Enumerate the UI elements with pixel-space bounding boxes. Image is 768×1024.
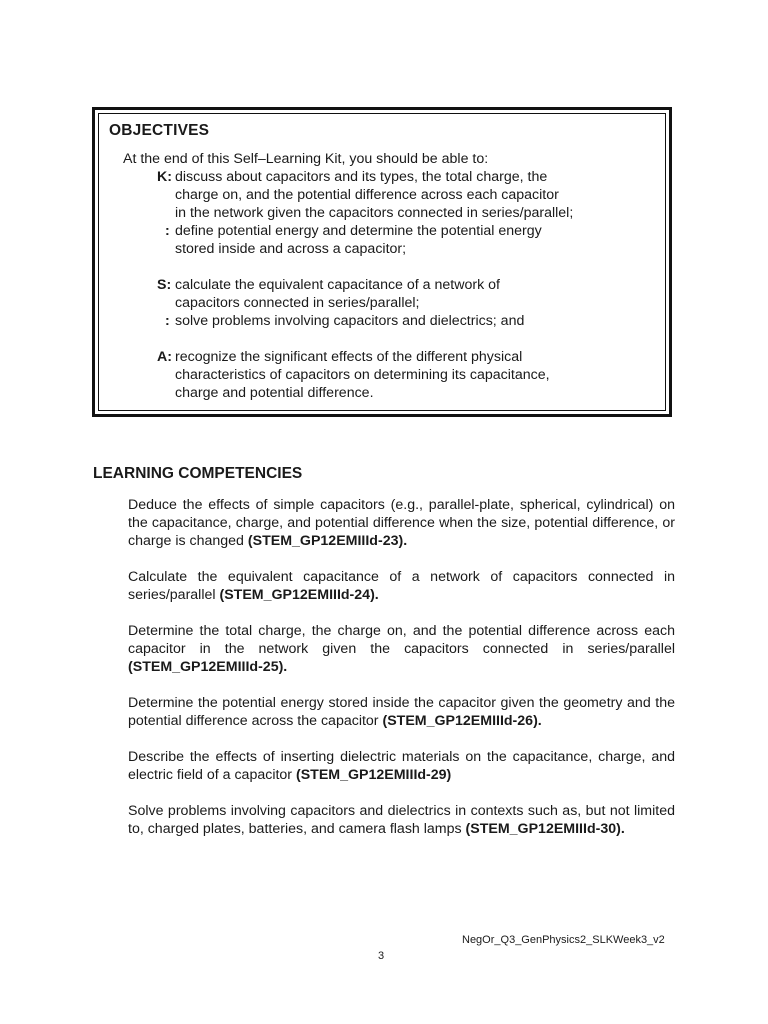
objective-line: [157, 276, 655, 294]
objective-key-a: A:: [157, 349, 172, 365]
objective-text: solve problems involving capacitors and dielectrics; and: [175, 313, 525, 329]
objective-subkey: :: [165, 313, 170, 329]
learning-competencies-title: LEARNING COMPETENCIES: [93, 465, 303, 482]
competency-text: Determine the potential energy stored inside the capacitor given the geometry and the potential difference across the capacitor: [128, 695, 675, 729]
objective-text: define potential energy and determine the potential energy: [175, 223, 542, 239]
page-number: 3: [378, 950, 385, 962]
competency-code: (STEM_GP12EMIIId-29): [295, 767, 452, 783]
competency-code: (STEM_GP12EMIIId-25).: [128, 659, 288, 675]
objective-line: [157, 348, 655, 366]
objective-key-s: S:: [157, 277, 172, 293]
competency-text: Describe the effects of inserting dielectric materials on the capacitance, charge, and electric field of a capacitor: [128, 749, 675, 783]
competency-item: [128, 694, 675, 730]
competency-code: (STEM_GP12EMIIId-30).: [465, 821, 625, 837]
learning-competencies-list: [128, 496, 675, 856]
competency-code: (STEM_GP12EMIIId-24).: [219, 587, 379, 603]
objective-line: [157, 168, 655, 186]
objective-line: [157, 240, 655, 258]
competency-code: (STEM_GP12EMIIId-26).: [382, 713, 542, 729]
objectives-title: OBJECTIVES: [109, 122, 210, 139]
objective-text: stored inside and across a capacitor;: [175, 241, 407, 257]
competency-text: Deduce the effects of simple capacitors (e.g., parallel-plate, spherical, cylindrical) on the capacitance, charge, and potential difference when the size, potential difference, or charge is changed: [128, 497, 675, 549]
objective-text: in the network given the capacitors connected in series/parallel;: [175, 205, 574, 221]
objective-text: characteristics of capacitors on determining its capacitance,: [175, 367, 550, 383]
footer-document-code: NegOr_Q3_GenPhysics2_SLKWeek3_v2: [462, 934, 665, 946]
objective-line: [157, 312, 655, 330]
objectives-inner-frame: [98, 113, 666, 411]
objective-text: recognize the significant effects of the different physical: [175, 349, 523, 365]
competency-item: [128, 748, 675, 784]
objective-group-skills: [157, 276, 655, 330]
objective-group-attitude: [157, 348, 655, 402]
competency-text: Determine the total charge, the charge on, and the potential difference across each capacitor in the network given the capacitors connected in series/parallel: [128, 623, 675, 657]
objective-text: capacitors connected in series/parallel;: [175, 295, 420, 311]
competency-item: [128, 496, 675, 550]
competency-text: Calculate the equivalent capacitance of a network of capacitors connected in series/parallel: [128, 569, 675, 603]
objective-line: [157, 366, 655, 384]
competency-code: (STEM_GP12EMIIId-23).: [247, 533, 408, 549]
objective-group-knowledge: [157, 168, 655, 258]
objective-key-k: K:: [157, 169, 172, 185]
objective-line: [157, 294, 655, 312]
competency-item: [128, 568, 675, 604]
objective-line: [157, 204, 655, 222]
objectives-box: [92, 107, 672, 417]
objective-line: [157, 222, 655, 240]
objective-text: discuss about capacitors and its types, the total charge, the: [175, 169, 548, 185]
objective-text: charge on, and the potential difference across each capacitor: [175, 187, 559, 203]
objective-subkey: :: [165, 223, 170, 239]
objectives-intro: At the end of this Self–Learning Kit, you should be able to:: [123, 151, 489, 167]
objective-line: [157, 186, 655, 204]
competency-item: [128, 622, 675, 676]
objective-text: charge and potential difference.: [175, 385, 374, 401]
objective-line: [157, 384, 655, 402]
competency-text: Solve problems involving capacitors and dielectrics in contexts such as, but not limited to, charged plates, batteries, and camera flash lamps: [128, 803, 675, 837]
competency-item: [128, 802, 675, 838]
objective-text: calculate the equivalent capacitance of a network of: [175, 277, 500, 293]
